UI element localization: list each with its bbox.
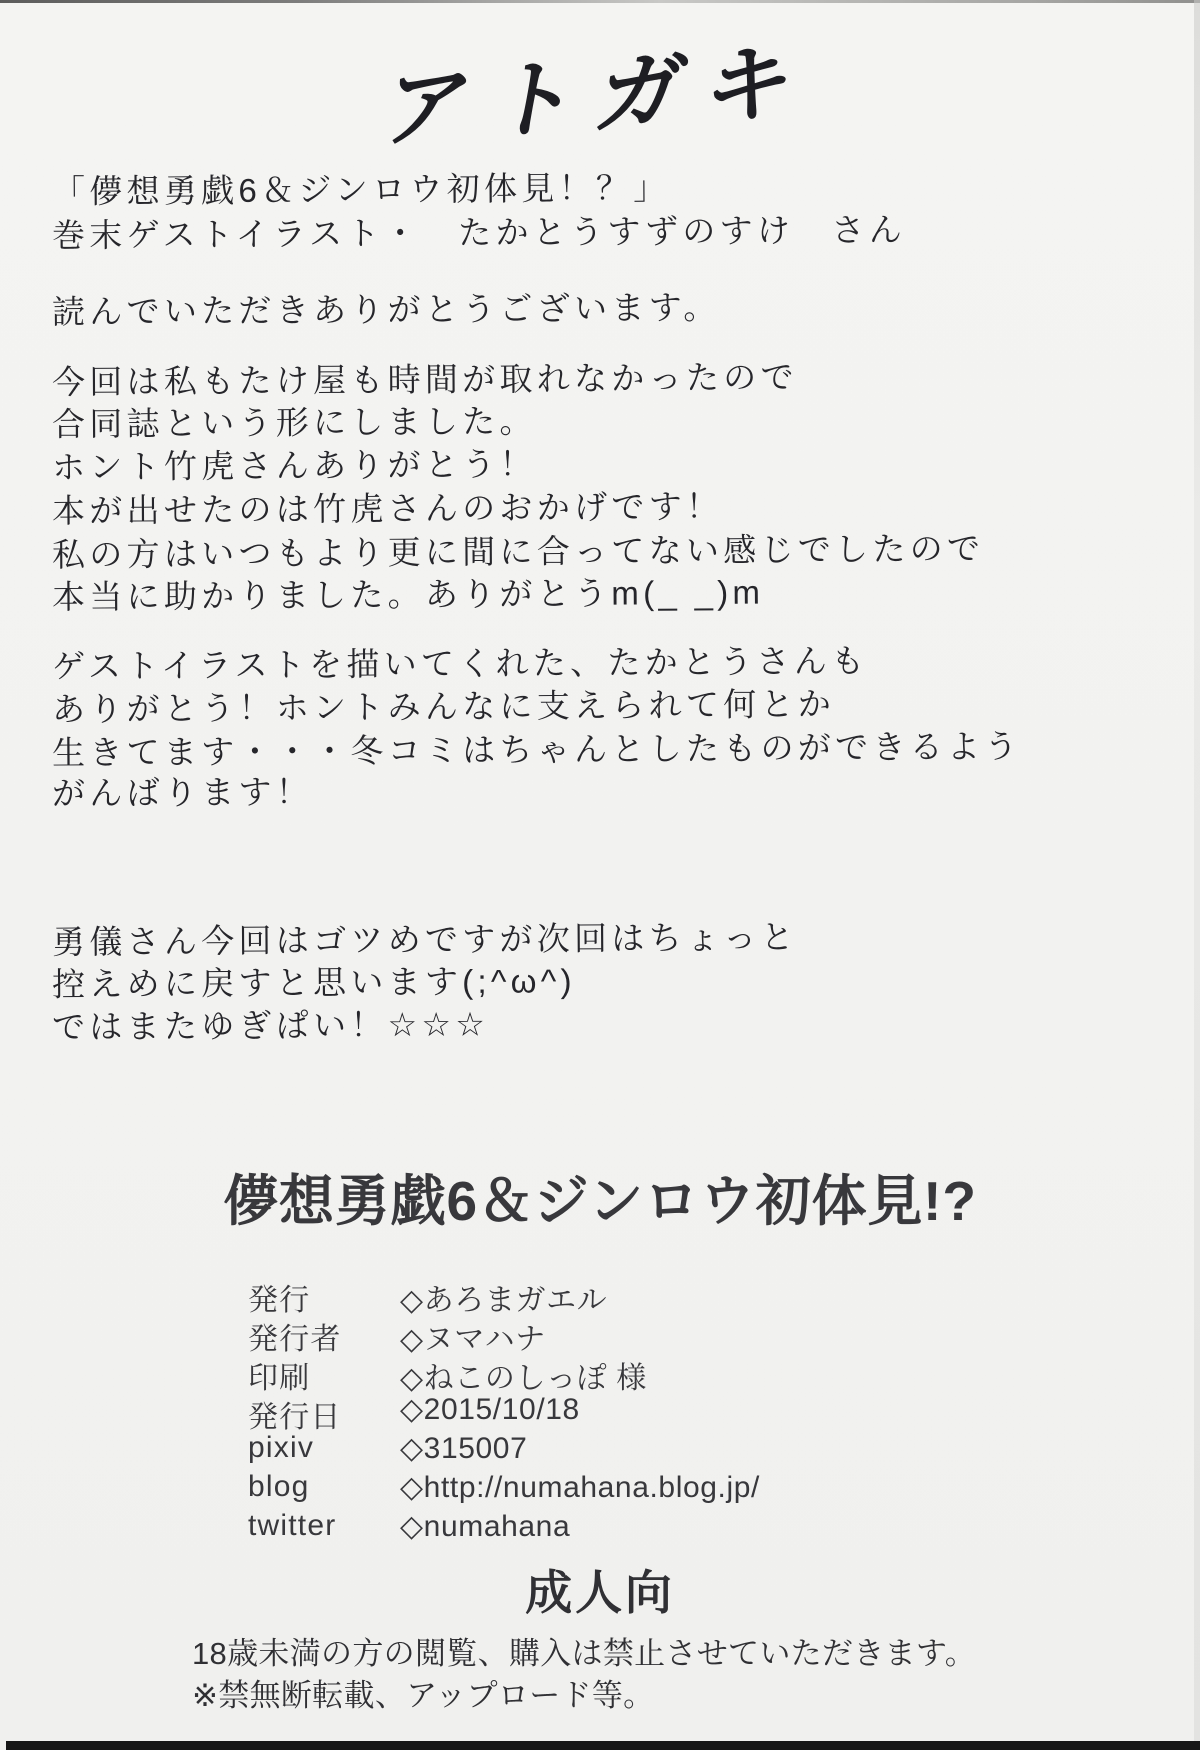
handwritten-line: 「儚想勇戯6＆ジンロウ初体見！？」 <box>51 168 671 211</box>
colophon-label: pixiv <box>248 1431 315 1464</box>
handwritten-line: 控えめに戻すと思います(;^ω^) <box>51 962 576 1003</box>
colophon-value: ◇あろまガエル <box>400 1284 608 1317</box>
notice-line: ※禁無断転載、アップロード等。 <box>192 1678 655 1713</box>
notice-line: 18歳未満の方の閲覧、購入は禁止させていただきます。 <box>192 1636 977 1671</box>
colophon-label: blog <box>248 1470 310 1503</box>
colophon-label: twitter <box>248 1509 337 1542</box>
scan-right-edge <box>1194 0 1200 1750</box>
handwritten-line: ではまたゆぎぱい！☆☆☆ <box>51 1005 490 1046</box>
colophon-value: ◇ねこのしっぽ 様 <box>400 1362 647 1395</box>
colophon-label: 発行者 <box>248 1323 342 1356</box>
colophon-value: ◇ヌマハナ <box>400 1323 546 1356</box>
handwritten-line: ありがとう！ホントみんなに支えられて何とか <box>51 685 836 728</box>
colophon-value: ◇numahana <box>400 1510 571 1543</box>
handwritten-line: 合同誌という形にしました。 <box>51 402 537 443</box>
handwritten-line: 巻末ゲストイラスト・ たかとうすずのすけ さん <box>51 211 907 254</box>
handwritten-line: がんばります！ <box>51 773 314 812</box>
afterword-title: アトガキ <box>374 33 823 159</box>
handwritten-line: 本当に助かりました。ありがとうm(_ _)m <box>51 573 765 616</box>
scan-bottom-edge <box>6 1741 1200 1750</box>
colophon-value: ◇315007 <box>400 1432 528 1465</box>
handwritten-line: 私の方はいつもより更に間に合ってない感じでしたので <box>51 529 985 574</box>
handwritten-line: 読んでいただきありがとうございます。 <box>51 288 721 331</box>
handwritten-line: ホント竹虎さんありがとう！ <box>51 445 537 486</box>
colophon-label: 発行 <box>248 1284 311 1317</box>
colophon-label: 印刷 <box>248 1362 311 1395</box>
adult-rating-text: 成人向 <box>525 1566 675 1619</box>
colophon-value: ◇2015/10/18 <box>400 1393 580 1426</box>
colophon-value: ◇http://numahana.blog.jp/ <box>400 1471 760 1504</box>
handwritten-line: 勇儀さん今回はゴツめですが次回はちょっと <box>51 918 798 961</box>
handwritten-line: 生きてます・・・冬コミはちゃんとしたものができるよう <box>51 727 1022 772</box>
handwritten-line: 今回は私もたけ屋も時間が取れなかったので <box>51 358 798 401</box>
handwritten-line: 本が出せたのは竹虎さんのおかげです！ <box>51 487 724 530</box>
colophon-label: 発行日 <box>248 1401 342 1434</box>
handwritten-line: ゲストイラストを描いてくれた、たかとうさんも <box>51 642 869 685</box>
book-title: 儚想勇戯6＆ジンロウ初体見!? <box>223 1170 977 1232</box>
